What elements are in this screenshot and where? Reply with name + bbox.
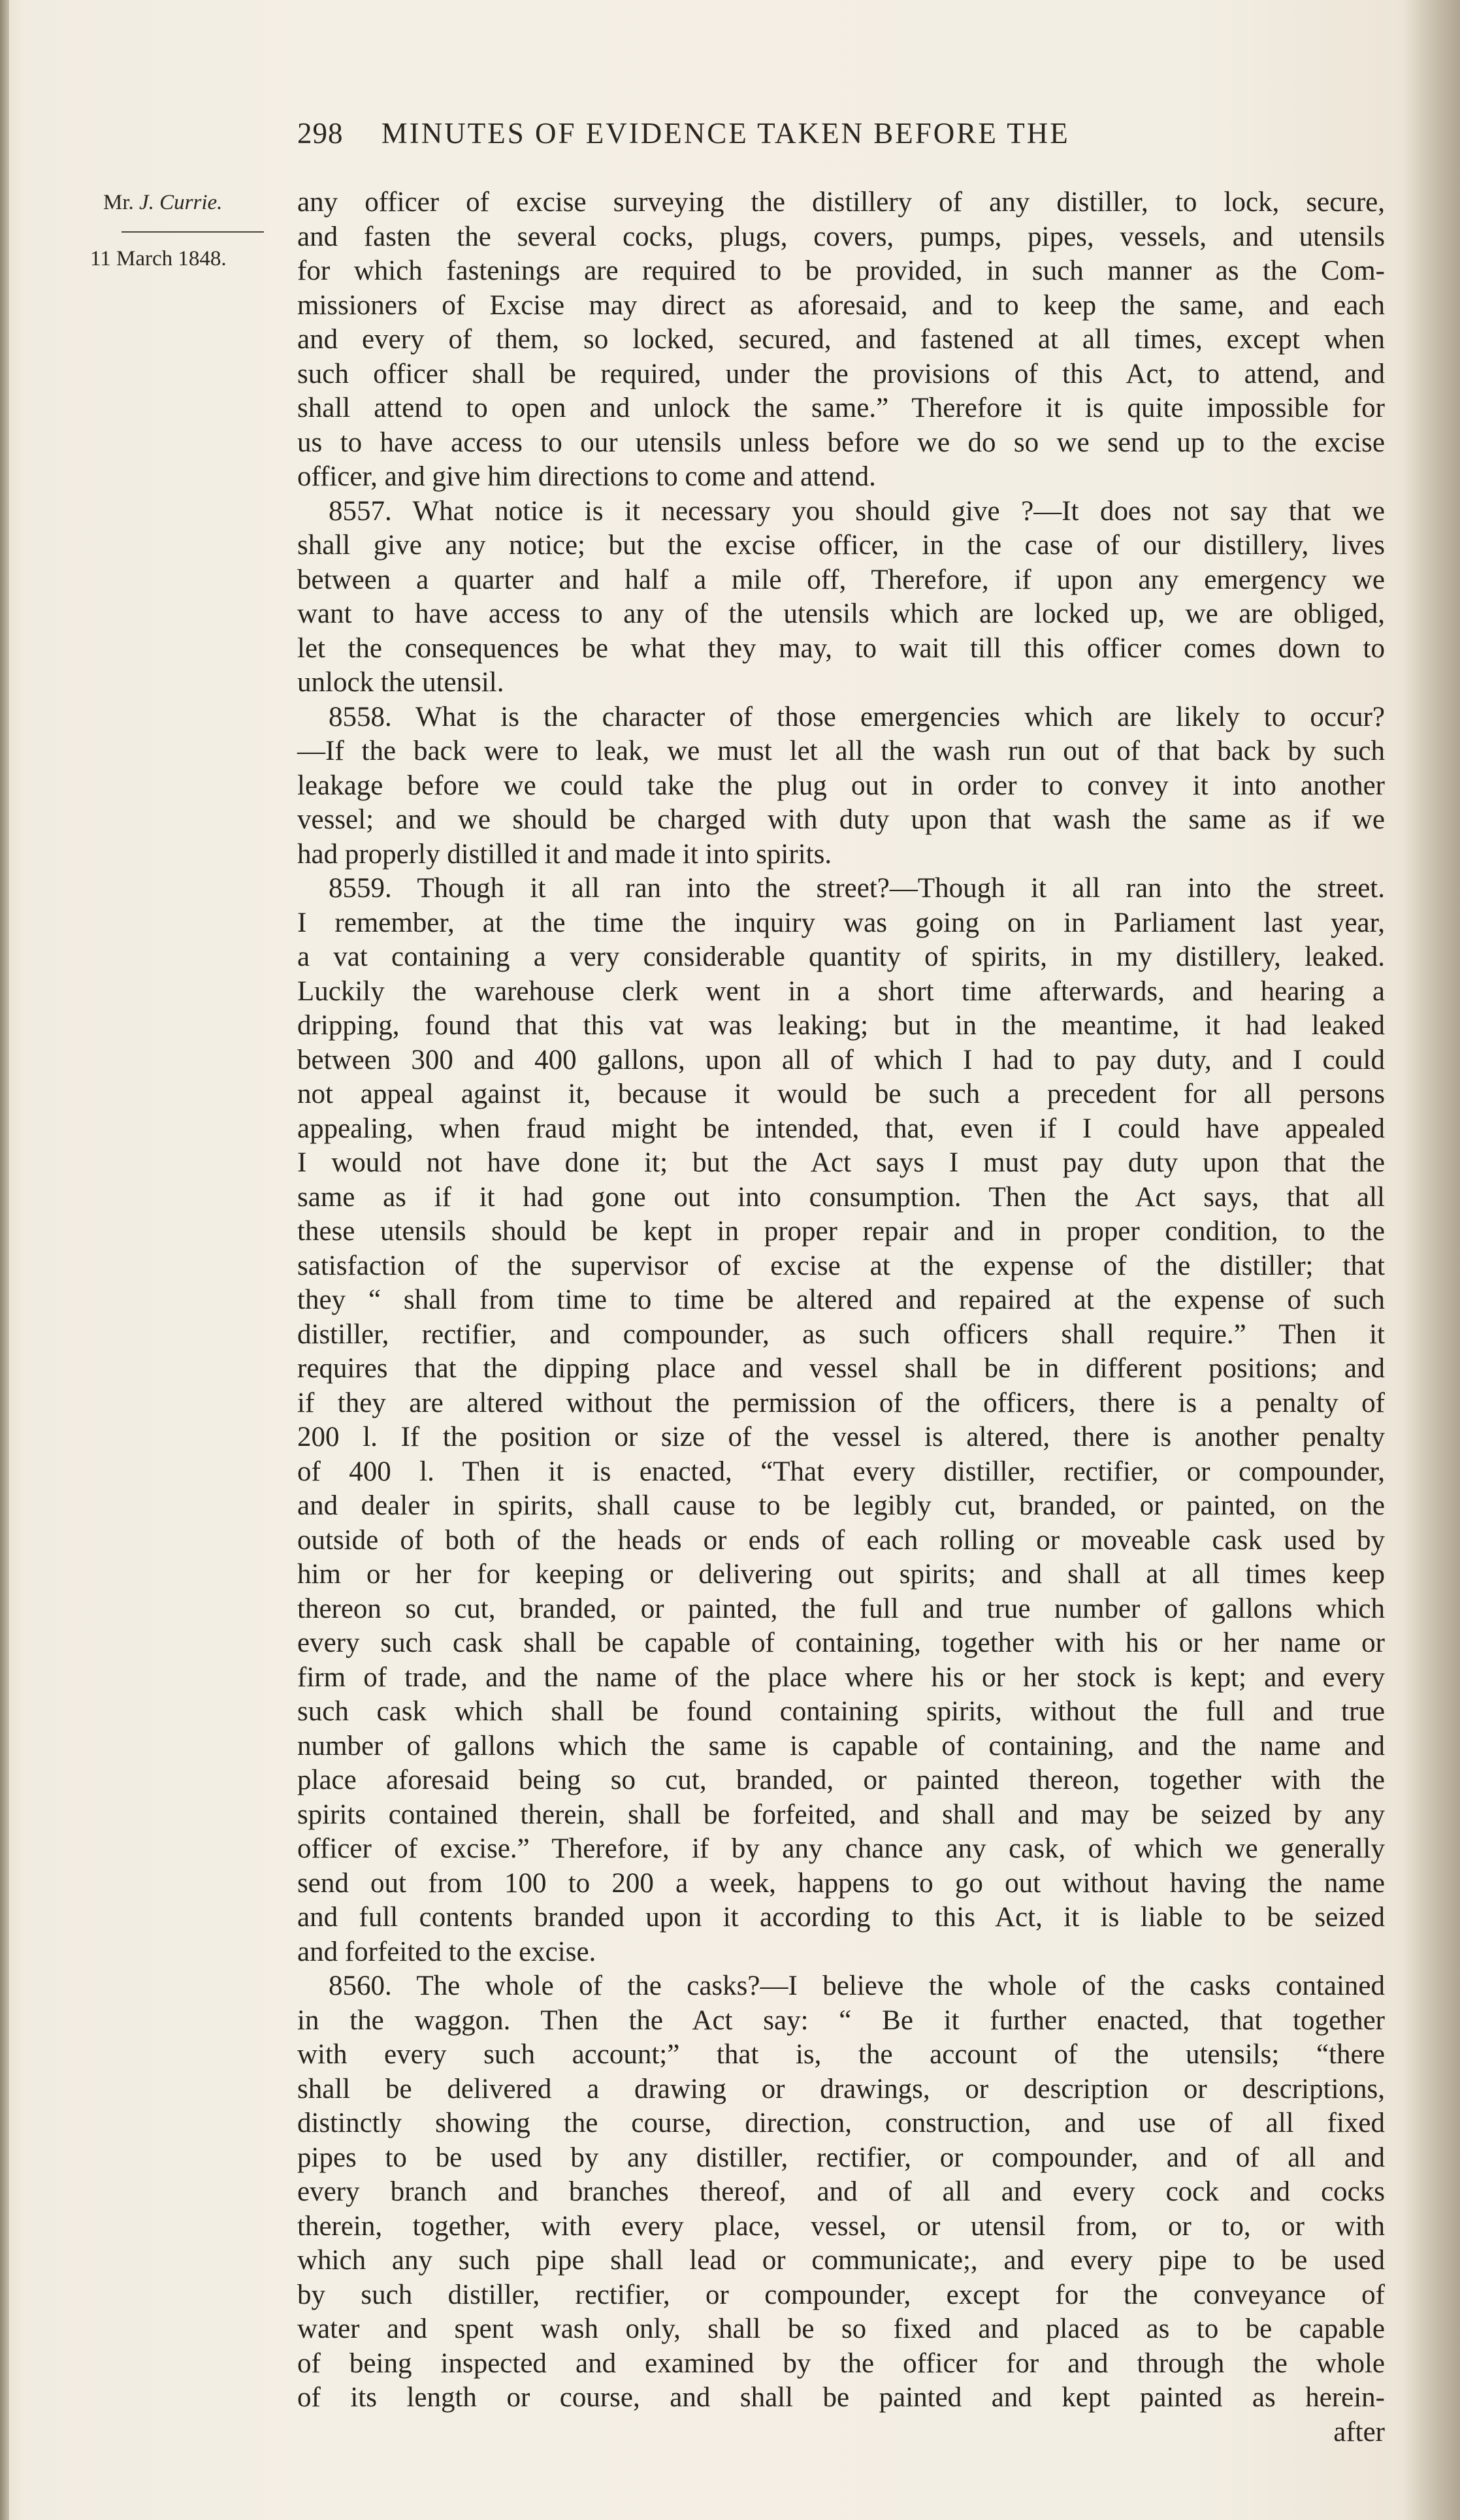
text-line: requires that the dipping place and vessel shall be in different positions; and — [297, 1353, 1385, 1384]
text-line: leakage before we could take the plug out in order to convey it into another — [297, 770, 1385, 801]
text-line: therein, together, with every place, vessel, or utensil from, or to, or with — [297, 2210, 1385, 2242]
text-line: I would not have done it; but the Act says I must pay duty upon that the — [297, 1147, 1385, 1178]
running-header — [297, 116, 1264, 162]
text-line: 200 l. If the position or size of the vessel is altered, there is another penalty — [297, 1422, 1385, 1452]
text-line: of being inspected and examined by the officer for and through the whole — [297, 2348, 1385, 2379]
text-line: after — [1333, 2416, 1385, 2447]
text-line: officer, and give him directions to come and attend. — [297, 461, 876, 492]
body-text — [297, 186, 1385, 2449]
text-line: him or her for keeping or delivering out spirits; and shall at all times keep — [297, 1559, 1385, 1590]
text-line: firm of trade, and the name of the place where his or her stock is kept; and every — [297, 1661, 1385, 1693]
text-line: every such cask shall be capable of containing, together with his or her name or — [297, 1628, 1385, 1658]
running-title: MINUTES OF EVIDENCE TAKEN BEFORE THE — [381, 117, 1070, 150]
text-line: I remember, at the time the inquiry was going on in Parliament last year, — [297, 907, 1385, 938]
text-line: thereon so cut, branded, or painted, the full and true number of gallons which — [297, 1593, 1385, 1624]
text-line: 8557. What notice is it necessary you should give ?—It does not say that we — [329, 495, 1385, 527]
text-line: these utensils should be kept in proper repair and in proper condition, to the — [297, 1216, 1385, 1247]
text-line: 8559. Though it all ran into the street?—Though it all ran into the street. — [329, 873, 1385, 904]
text-line: officer of excise.” Therefore, if by any chance any cask, of which we generally — [297, 1833, 1385, 1864]
text-line: number of gallons which the same is capable of containing, and the name and — [297, 1730, 1385, 1761]
text-line: and forfeited to the excise. — [297, 1936, 596, 1967]
text-line: such cask which shall be found containing spirits, without the full and true — [297, 1696, 1385, 1727]
text-line: had properly distilled it and made it into spirits. — [297, 838, 832, 870]
text-line: same as if it had gone out into consumption. Then the Act says, that all — [297, 1181, 1385, 1213]
text-line: missioners of Excise may direct as aforesaid, and to keep the same, and each — [297, 289, 1385, 321]
text-line: us to have access to our utensils unless before we do so we send up to the excise — [297, 427, 1385, 458]
text-line: and fasten the several cocks, plugs, covers, pumps, pipes, vessels, and utensils — [297, 221, 1385, 252]
text-line: between 300 and 400 gallons, upon all of which I had to pay duty, and I could — [297, 1044, 1385, 1075]
text-line: shall give any notice; but the excise officer, in the case of our distillery, lives — [297, 530, 1385, 561]
text-line: dripping, found that this vat was leaking; but in the meantime, it had leaked — [297, 1010, 1385, 1041]
text-line: in the waggon. Then the Act say: “ Be it further enacted, that together — [297, 2005, 1385, 2036]
text-line: of its length or course, and shall be painted and kept painted as herein- — [297, 2382, 1385, 2413]
text-line: for which fastenings are required to be provided, in such manner as the Com- — [297, 255, 1385, 286]
text-line: 8558. What is the character of those emergencies which are likely to occur? — [329, 701, 1385, 732]
text-line: by such distiller, rectifier, or compounder, except for the conveyance of — [297, 2279, 1385, 2310]
text-line: vessel; and we should be charged with duty upon that wash the same as if we — [297, 804, 1385, 835]
text-line: want to have access to any of the utensils which are locked up, we are obliged, — [297, 598, 1385, 629]
text-line: any officer of excise surveying the distillery of any distiller, to lock, secure, — [297, 187, 1385, 218]
text-line: such officer shall be required, under the provisions of this Act, to attend, and — [297, 358, 1385, 389]
text-line: Luckily the warehouse clerk went in a short time afterwards, and hearing a — [297, 975, 1385, 1007]
text-line: not appeal against it, because it would be such a precedent for all persons — [297, 1079, 1385, 1109]
text-line: outside of both of the heads or ends of each rolling or moveable cask used by — [297, 1524, 1385, 1556]
text-line: place aforesaid being so cut, branded, or painted thereon, together with the — [297, 1765, 1385, 1795]
margin-rule — [122, 231, 264, 233]
text-line: send out from 100 to 200 a week, happens to go out without having the name — [297, 1867, 1385, 1899]
page-binding-edge — [0, 0, 9, 2520]
text-line: appealing, when fraud might be intended, that, even if I could have appealed — [297, 1113, 1385, 1144]
text-line: unlock the utensil. — [297, 667, 504, 698]
text-line: distinctly showing the course, direction, construction, and use of all fixed — [297, 2108, 1385, 2138]
text-line: if they are altered without the permission of the officers, there is a penalty of — [297, 1387, 1385, 1418]
text-line: spirits contained therein, shall be forfeited, and shall and may be seized by any — [297, 1799, 1385, 1830]
text-line: and every of them, so locked, secured, and fastened at all times, except when — [297, 324, 1385, 355]
text-line: of 400 l. Then it is enacted, “That every distiller, rectifier, or compounder, — [297, 1456, 1385, 1487]
text-line: pipes to be used by any distiller, rectifier, or compounder, and of all and — [297, 2142, 1385, 2173]
text-line: let the consequences be what they may, to wait till this officer comes down to — [297, 632, 1385, 664]
text-line: shall be delivered a drawing or drawings, or description or descriptions, — [297, 2073, 1385, 2104]
text-line: distiller, rectifier, and compounder, as such officers shall require.” Then it — [297, 1318, 1385, 1350]
text-line: satisfaction of the supervisor of excise at the expense of the distiller; that — [297, 1250, 1385, 1281]
text-line: which any such pipe shall lead or communicate;, and every pipe to be used — [297, 2245, 1385, 2276]
text-line: 8560. The whole of the casks?—I believe the whole of the casks contained — [329, 1971, 1385, 2001]
page-shadow-edge — [1401, 0, 1460, 2520]
text-line: and dealer in spirits, shall cause to be legibly cut, branded, or painted, on the — [297, 1490, 1385, 1521]
witness-prefix: Mr. — [103, 191, 134, 214]
witness-name — [103, 191, 312, 215]
text-line: between a quarter and half a mile off, Therefore, if upon any emergency we — [297, 564, 1385, 595]
text-line: they “ shall from time to time be altered and repaired at the expense of such — [297, 1285, 1385, 1315]
text-line: with every such account;” that is, the account of the utensils; “there — [297, 2039, 1385, 2070]
witness-surname: J. Currie. — [139, 191, 223, 214]
text-line: water and spent wash only, shall be so fixed and placed as to be capable — [297, 2314, 1385, 2344]
text-line: shall attend to open and unlock the same.” Therefore it is quite impossible for — [297, 393, 1385, 423]
text-line: a vat containing a very considerable quantity of spirits, in my distillery, leaked. — [297, 941, 1385, 972]
text-line: and full contents branded upon it according to this Act, it is liable to be seized — [297, 1902, 1385, 1933]
text-line: —If the back were to leak, we must let all the wash run out of that back by such — [297, 736, 1385, 766]
text-line: every branch and branches thereof, and of all and every cock and cocks — [297, 2176, 1385, 2207]
page-number: 298 — [297, 117, 344, 150]
evidence-date: 11 March 1848. — [90, 247, 227, 270]
